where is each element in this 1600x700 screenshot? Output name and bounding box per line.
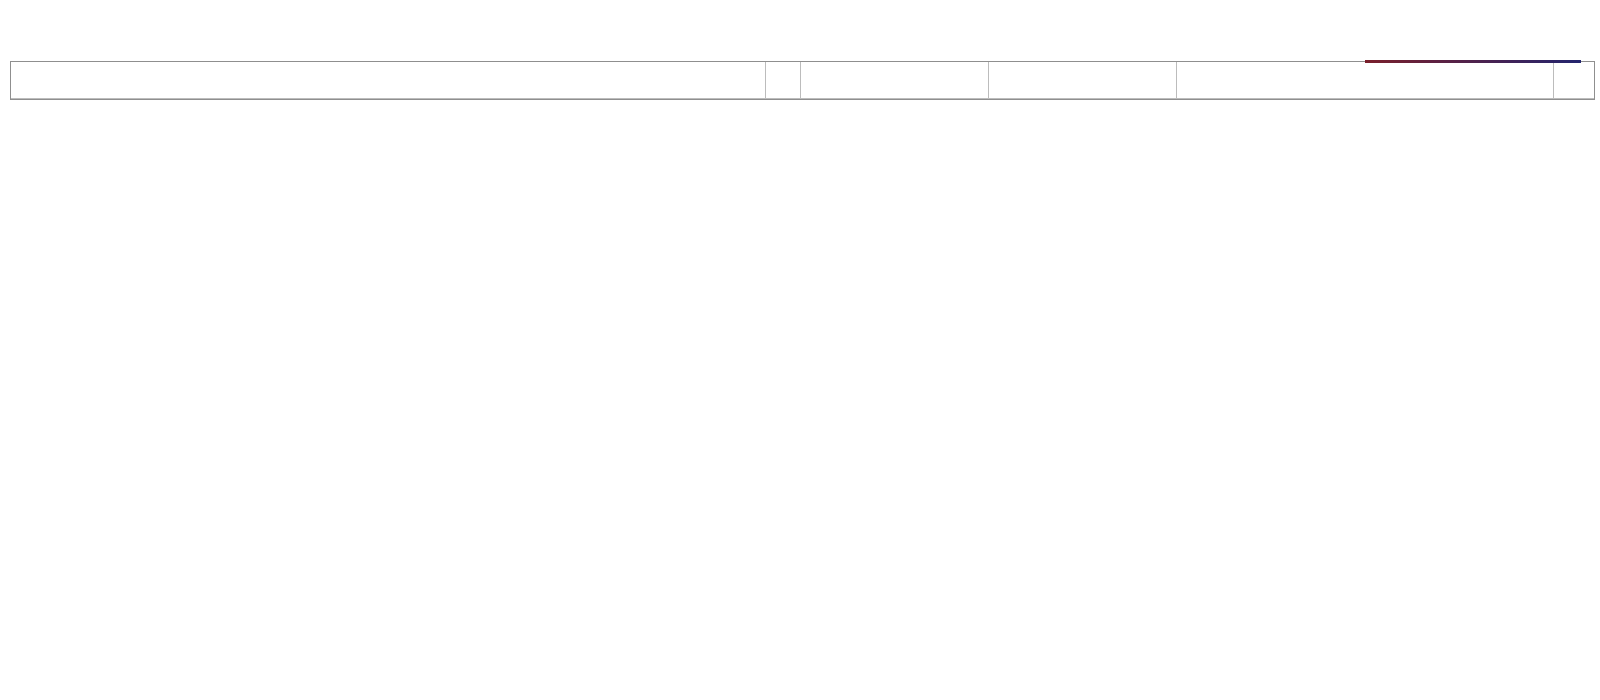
sticker-strip-bottom — [0, 632, 1600, 696]
song-title[interactable] — [11, 62, 766, 99]
sticker-strip-bottom-items — [0, 634, 1138, 694]
empty-cell[interactable] — [1554, 62, 1594, 99]
song-table — [10, 61, 1595, 100]
key-note[interactable] — [1177, 62, 1554, 99]
title-row — [11, 62, 1594, 99]
sticker-strip-top — [0, 2, 1600, 60]
empty-cell[interactable] — [989, 62, 1177, 99]
credit-box — [1151, 635, 1525, 693]
empty-cell[interactable] — [766, 62, 801, 99]
decorative-top-border — [1365, 60, 1581, 63]
empty-cell[interactable] — [801, 62, 989, 99]
